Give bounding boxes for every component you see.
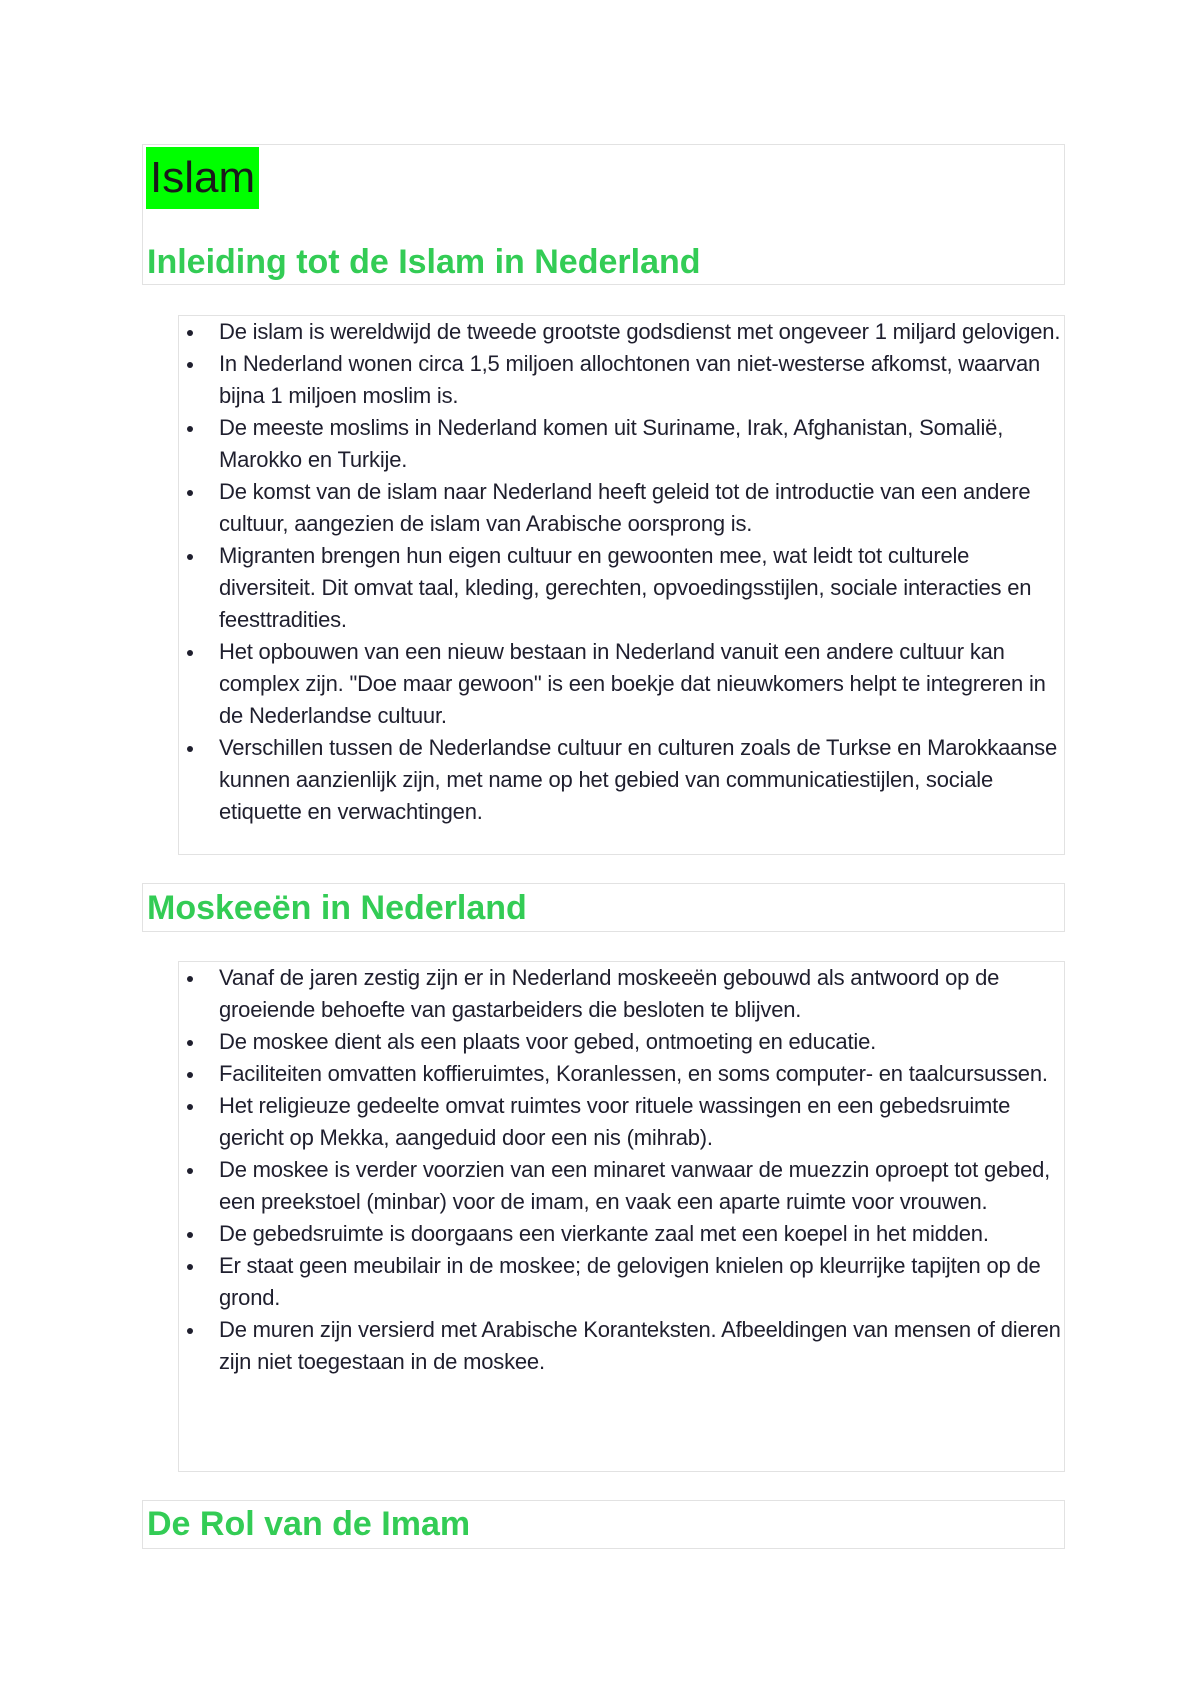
list-item: Het religieuze gedeelte omvat ruimtes voor rituele wassingen en een gebedsruimte gericht op Mekka, aangeduid door een nis (mihrab).: [182, 1090, 1062, 1154]
list-item: De meeste moslims in Nederland komen uit Suriname, Irak, Afghanistan, Somalië, Marokko en Turkije.: [182, 412, 1062, 476]
list-item: In Nederland wonen circa 1,5 miljoen allochtonen van niet-westerse afkomst, waarvan bijna 1 miljoen moslim is.: [182, 348, 1062, 412]
list-item: Vanaf de jaren zestig zijn er in Nederland moskeeën gebouwd als antwoord op de groeiende behoefte van gastarbeiders die besloten te blijven.: [182, 962, 1062, 1026]
list-item: De gebedsruimte is doorgaans een vierkante zaal met een koepel in het midden.: [182, 1218, 1062, 1250]
list-item: De moskee dient als een plaats voor gebed, ontmoeting en educatie.: [182, 1026, 1062, 1058]
list-item: De komst van de islam naar Nederland heeft geleid tot de introductie van een andere cultuur, aangezien de islam van Arabische oorsprong is.: [182, 476, 1062, 540]
section-heading-moskeeen: Moskeeën in Nederland: [147, 889, 527, 927]
section-heading-inleiding: Inleiding tot de Islam in Nederland: [147, 243, 701, 281]
list-item: De islam is wereldwijd de tweede grootste godsdienst met ongeveer 1 miljard gelovigen.: [182, 316, 1062, 348]
list-item: Verschillen tussen de Nederlandse cultuur en culturen zoals de Turkse en Marokkaanse kunnen aanzienlijk zijn, met name op het gebied van communicatiestijlen, sociale etiquette en verwachtingen.: [182, 732, 1062, 828]
list-item: De moskee is verder voorzien van een minaret vanwaar de muezzin oproept tot gebed, een preekstoel (minbar) voor de imam, en vaak een aparte ruimte voor vrouwen.: [182, 1154, 1062, 1218]
list-item: Faciliteiten omvatten koffieruimtes, Koranlessen, en soms computer- en taalcursussen.: [182, 1058, 1062, 1090]
list-item: De muren zijn versierd met Arabische Koranteksten. Afbeeldingen van mensen of dieren zijn niet toegestaan in de moskee.: [182, 1314, 1062, 1378]
list-item: Er staat geen meubilair in de moskee; de gelovigen knielen op kleurrijke tapijten op de grond.: [182, 1250, 1062, 1314]
document-title: Islam: [146, 147, 259, 209]
list-item: Het opbouwen van een nieuw bestaan in Nederland vanuit een andere cultuur kan complex zijn. "Doe maar gewoon" is een boekje dat nieuwkomers helpt te integreren in de Nederlandse cultuur.: [182, 636, 1062, 732]
bullet-list-inleiding: [182, 316, 1062, 828]
section-heading-rol-imam: De Rol van de Imam: [147, 1505, 471, 1543]
list-item: Migranten brengen hun eigen cultuur en gewoonten mee, wat leidt tot culturele diversiteit. Dit omvat taal, kleding, gerechten, opvoedingsstijlen, sociale interacties en feesttradities.: [182, 540, 1062, 636]
bullet-list-moskeeen: [182, 962, 1062, 1378]
